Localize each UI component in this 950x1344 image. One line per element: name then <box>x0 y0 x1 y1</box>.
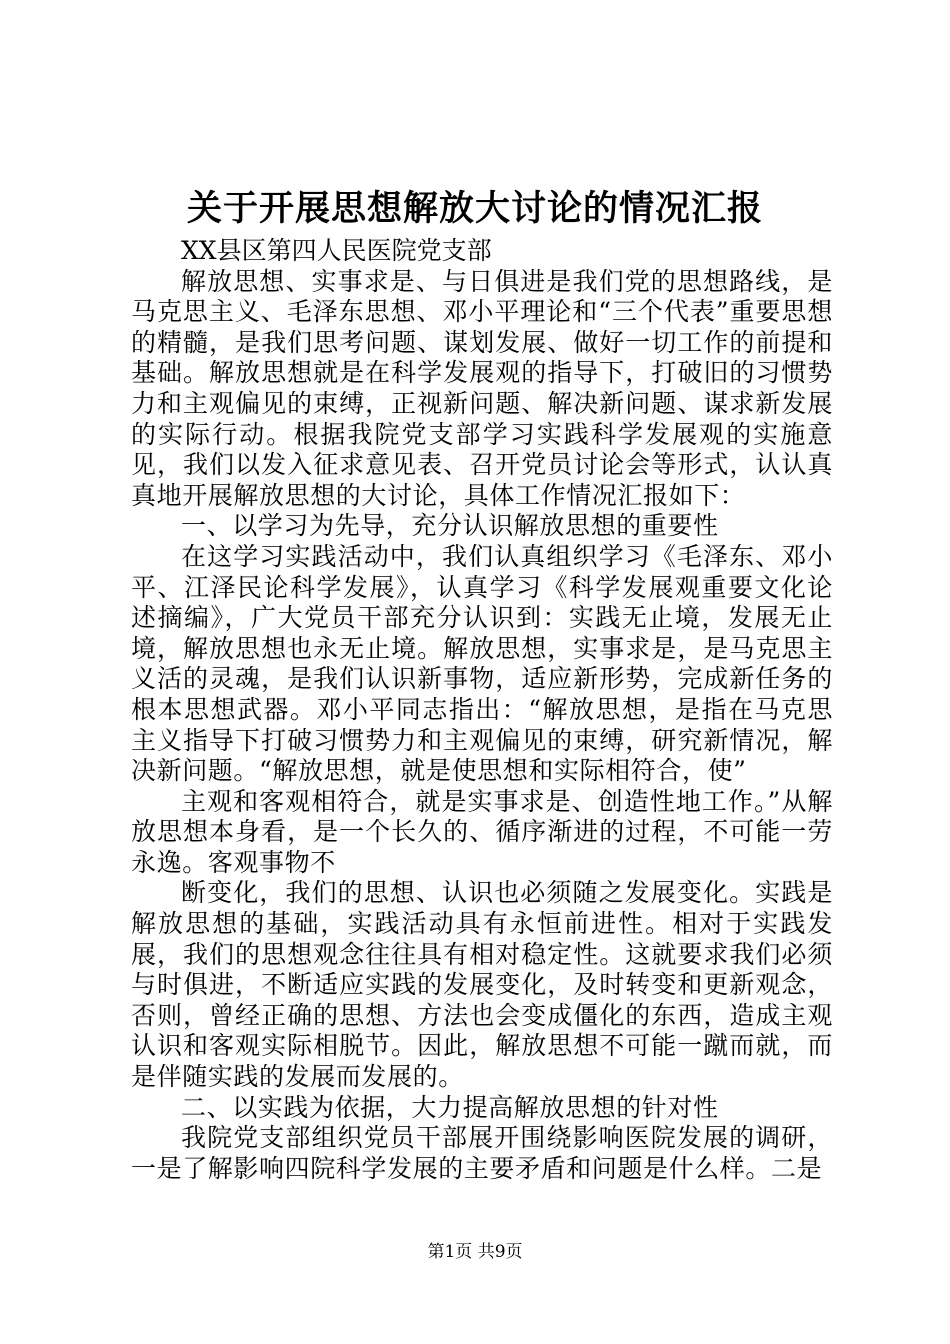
body-paragraph: 断变化，我们的思想、认识也必须随之发展变化。实践是解放思想的基础，实践活动具有永恒前进性。相对于实践发展，我们的思想观念往往具有相对稳定性。这就要求我们必须与时俱进，不断适应实践的发展变化，及时转变和更新观念，否则，曾经正确的思想、方法也会变成僵化的东西，造成主观认识和客观实际相脱节。因此，解放思想不可能一蹴而就，而是伴随实践的发展而发展的。 <box>131 878 833 1092</box>
body-paragraph: 在这学习实践活动中，我们认真组织学习《毛泽东、邓小平、江泽民论科学发展》，认真学习《科学发展观重要文化论述摘编》，广大党员干部充分认识到：实践无止境，发展无止境，解放思想也永无止境。解放思想，实事求是，是马克思主义活的灵魂，是我们认识新事物，适应新形势，完成新任务的根本思想武器。邓小平同志指出：“解放思想，是指在马克思主义指导下打破习惯势力和主观偏见的束缚，研究新情况，解决新问题。“解放思想，就是使思想和实际相符合，使” <box>131 541 833 786</box>
body-paragraph: 主观和客观相符合，就是实事求是、创造性地工作。”从解放思想本身看，是一个长久的、循序渐进的过程，不可能一劳永逸。客观事物不 <box>131 786 833 877</box>
section-heading-2: 二、以实践为依据，大力提高解放思想的针对性 <box>181 1092 719 1122</box>
document-body <box>131 236 833 1184</box>
section-heading-1: 一、以学习为先导，充分认识解放思想的重要性 <box>181 511 719 541</box>
page-footer: 第1页 共9页 <box>427 1242 523 1262</box>
document-title: 关于开展思想解放大讨论的情况汇报 <box>186 188 763 229</box>
body-paragraph: 我院党支部组织党员干部展开围绕影响医院发展的调研，一是了解影响四院科学发展的主要矛盾和问题是什么样。二是 <box>131 1123 833 1183</box>
organization-line: XX县区第四人民医院党支部 <box>181 236 492 265</box>
intro-paragraph: 解放思想、实事求是、与日俱进是我们党的思想路线，是马克思主义、毛泽东思想、邓小平理论和“三个代表”重要思想的精髓，是我们思考问题、谋划发展、做好一切工作的前提和基础。解放思想就是在科学发展观的指导下，打破旧的习惯势力和主观偏见的束缚，正视新问题、解决新问题、谋求新发展的实际行动。根据我院党支部学习实践科学发展观的实施意见，我们以发入征求意见表、召开党员讨论会等形式，认认真真地开展解放思想的大讨论，具体工作情况汇报如下： <box>131 266 833 510</box>
